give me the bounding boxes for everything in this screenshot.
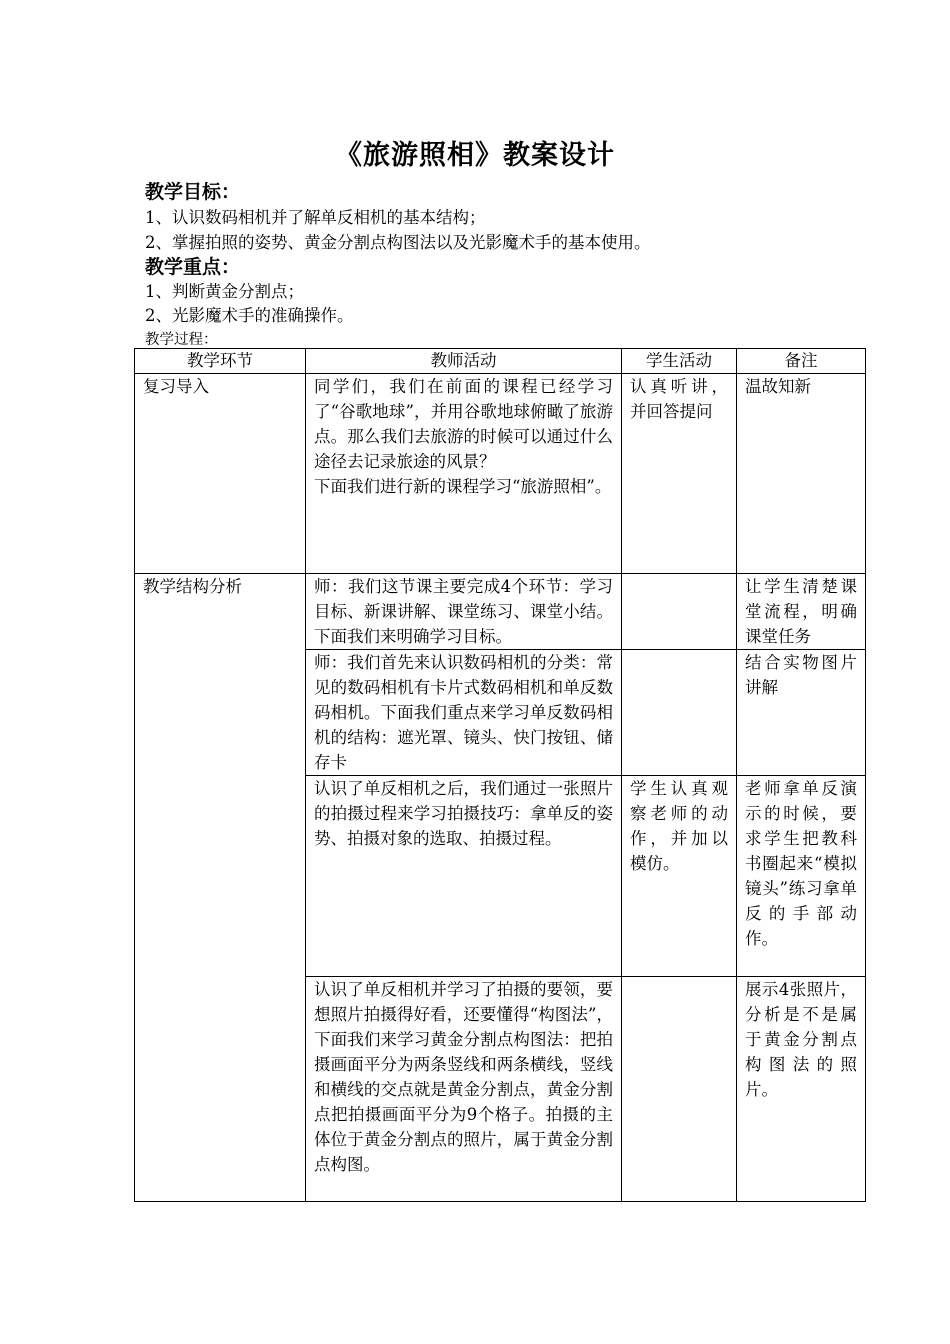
header-student-activity: 学生活动 bbox=[622, 349, 737, 374]
student-activity-cell bbox=[622, 574, 737, 650]
notes-cell: 让学生清楚课堂流程，明确课堂任务 bbox=[737, 574, 866, 650]
table-row bbox=[135, 374, 866, 574]
objective-item: 2、掌握拍照的姿势、黄金分割点构图法以及光影魔术手的基本使用。 bbox=[145, 233, 651, 252]
notes-cell: 温故知新 bbox=[737, 374, 866, 574]
notes-cell: 老师拿单反演示的时候，要求学生把教科书圈起来“模拟镜头”练习拿单反的手部动作。 bbox=[737, 776, 866, 977]
student-activity-cell bbox=[622, 650, 737, 776]
process-label: 教学过程： bbox=[145, 332, 218, 348]
objectives-heading: 教学目标： bbox=[145, 181, 241, 203]
teacher-activity-cell bbox=[306, 374, 622, 574]
header-teacher-activity: 教师活动 bbox=[306, 349, 622, 374]
teacher-activity-cell: 师：我们这节课主要完成4个环节：学习目标、新课讲解、课堂练习、课堂小结。下面我们来明确学习目标。 bbox=[306, 574, 622, 650]
student-activity-cell: 认真听讲，并回答提问 bbox=[622, 374, 737, 574]
table-header-row bbox=[135, 349, 866, 374]
header-notes: 备注 bbox=[737, 349, 866, 374]
keypoint-item: 2、光影魔术手的准确操作。 bbox=[145, 306, 354, 325]
teacher-activity-cell: 认识了单反相机之后，我们通过一张照片的拍摄过程来学习拍摄技巧：拿单反的姿势、拍摄对象的选取、拍摄过程。 bbox=[306, 776, 622, 977]
student-activity-cell bbox=[622, 977, 737, 1202]
teacher-activity-cell: 师：我们首先来认识数码相机的分类：常见的数码相机有卡片式数码相机和单反数码相机。下面我们重点来学习单反数码相机的结构：遮光罩、镜头、快门按钮、储存卡 bbox=[306, 650, 622, 776]
notes-cell: 结合实物图片讲解 bbox=[737, 650, 866, 776]
header-stage: 教学环节 bbox=[135, 349, 306, 374]
stage-cell: 复习导入 bbox=[135, 374, 306, 574]
keypoints-heading: 教学重点： bbox=[145, 256, 241, 278]
keypoint-item: 1、判断黄金分割点； bbox=[145, 282, 304, 301]
teacher-activity-text: 下面我们进行新的课程学习“旅游照相”。 bbox=[314, 477, 612, 496]
table-row bbox=[135, 574, 866, 650]
notes-cell: 展示4张照片，分析是不是属于黄金分割点构图法的照片。 bbox=[737, 977, 866, 1202]
objective-item: 1、认识数码相机并了解单反相机的基本结构； bbox=[145, 208, 486, 227]
stage-cell: 教学结构分析 bbox=[135, 574, 306, 1202]
teacher-activity-cell: 认识了单反相机并学习了拍摄的要领，要想照片拍摄得好看，还要懂得“构图法”，下面我们来学习黄金分割点构图法：把拍摄画面平分为两条竖线和两条横线，竖线和横线的交点就是黄金分割点，黄金分割点把拍摄画面平分为9个格子。拍摄的主体位于黄金分割点的照片，属于黄金分割点构图。 bbox=[306, 977, 622, 1202]
teacher-activity-text: 同学们，我们在前面的课程已经学习了“谷歌地球”，并用谷歌地球俯瞰了旅游点。那么我们去旅游的时候可以通过什么途径去记录旅途的风景？ bbox=[314, 377, 613, 471]
teaching-process-table bbox=[134, 348, 866, 1202]
student-activity-cell: 学生认真观察老师的动作，并加以模仿。 bbox=[622, 776, 737, 977]
document-title: 《旅游照相》教案设计 bbox=[335, 140, 615, 171]
